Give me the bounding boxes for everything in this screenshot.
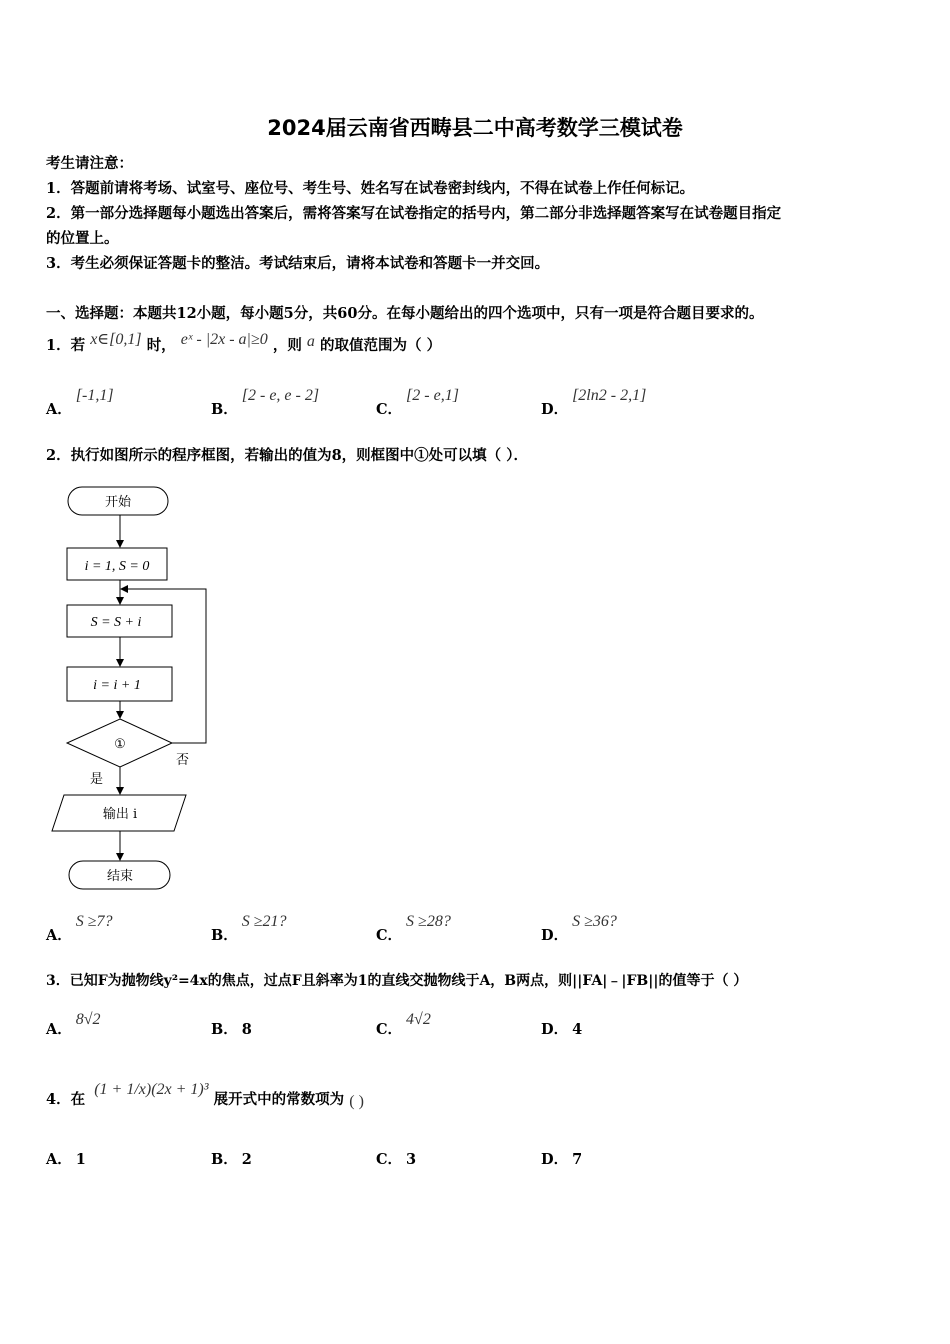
q1-option-a[interactable]: A．[-1,1] [46,387,114,418]
q1-option-b[interactable]: B．[2 - e, e - 2] [211,387,320,418]
q4-option-b[interactable]: B． 2 [211,1151,252,1168]
flow-step2-label: i = i + 1 [93,678,141,693]
notice-item: 3．考生必须保证答题卡的整洁。考试结束后，请将本试卷和答题卡一并交回。 [46,255,550,272]
q1-condition: x∈[0,1] [90,331,142,348]
flowchart [40,478,270,898]
q4-option-d[interactable]: D． 7 [541,1151,583,1168]
q1-number: 1．若 [46,337,86,354]
question-1 [46,331,442,355]
q1-option-d[interactable]: D．[2ln2 - 2,1] [541,387,647,418]
q4-option-c[interactable]: C． 3 [376,1151,417,1168]
flow-step1-label: S = S + i [90,615,142,630]
notice-item: 2．第一部分选择题每小题选出答案后，需将答案写在试卷指定的括号内，第二部分非选择题答案写在试卷题目指定 [46,205,782,222]
notice-item: 1．答题前请将考场、试室号、座位号、考生号、姓名写在试卷密封线内，不得在试卷上作任何标记。 [46,180,695,197]
flow-end-label: 结束 [106,869,134,884]
q3-option-a[interactable]: A．8√2 [46,1011,101,1038]
q3-option-d[interactable]: D． 4 [541,1021,583,1038]
question-3: 3．已知F为抛物线y²=4x的焦点，过点F且斜率为1的直线交抛物线于A，B两点，则||FA|﹣|FB||的值等于（ ） [46,973,748,989]
q1-inequality: eˣ - |2x - a|≥0 [180,331,268,348]
q4-number: 4．在 [46,1091,86,1108]
q3-option-c[interactable]: C．4√2 [376,1011,431,1038]
q4-option-a[interactable]: A． 1 [46,1151,86,1168]
notice-heading: 考生请注意： [46,155,133,172]
q1-option-c[interactable]: C．[2 - e,1] [376,387,459,418]
question-4 [46,1078,364,1110]
q1-tail2: 的取值范围为（ ） [320,337,442,354]
q2-option-b[interactable]: B．S ≥21? [211,913,287,944]
flow-condition-label: ① [114,737,126,752]
q4-expression: (1 + 1/x)(2x + 1)³ [94,1081,209,1098]
q4-tail: 展开式中的常数项为 [213,1091,345,1108]
q3-option-b[interactable]: B． 8 [211,1021,252,1038]
q2-option-d[interactable]: D．S ≥36? [541,913,617,944]
flow-no-label: 否 [176,753,190,768]
q2-option-c[interactable]: C．S ≥28? [376,913,451,944]
notice-item: 的位置上。 [46,230,119,247]
flow-init-label: i = 1, S = 0 [84,559,150,574]
section-heading: 一、选择题：本题共12小题，每小题5分，共60分。在每小题给出的四个选项中，只有一项是符合题目要求的。 [46,305,764,322]
flow-start-label: 开始 [104,495,132,510]
q1-variable: a [306,333,315,350]
flow-yes-label: 是 [90,772,104,787]
page-title: 2024届云南省西畴县二中高考数学三模试卷 [267,116,683,140]
q1-mid: 时， [146,337,176,354]
question-2: 2．执行如图所示的程序框图，若输出的值为8，则框图中①处可以填（ ）． [46,447,528,464]
q1-tail1: ，则 [272,337,302,354]
q2-option-a[interactable]: A．S ≥7? [46,913,113,944]
flow-output-label: 输出 i [102,807,138,822]
q4-paren: ( ) [349,1093,364,1110]
